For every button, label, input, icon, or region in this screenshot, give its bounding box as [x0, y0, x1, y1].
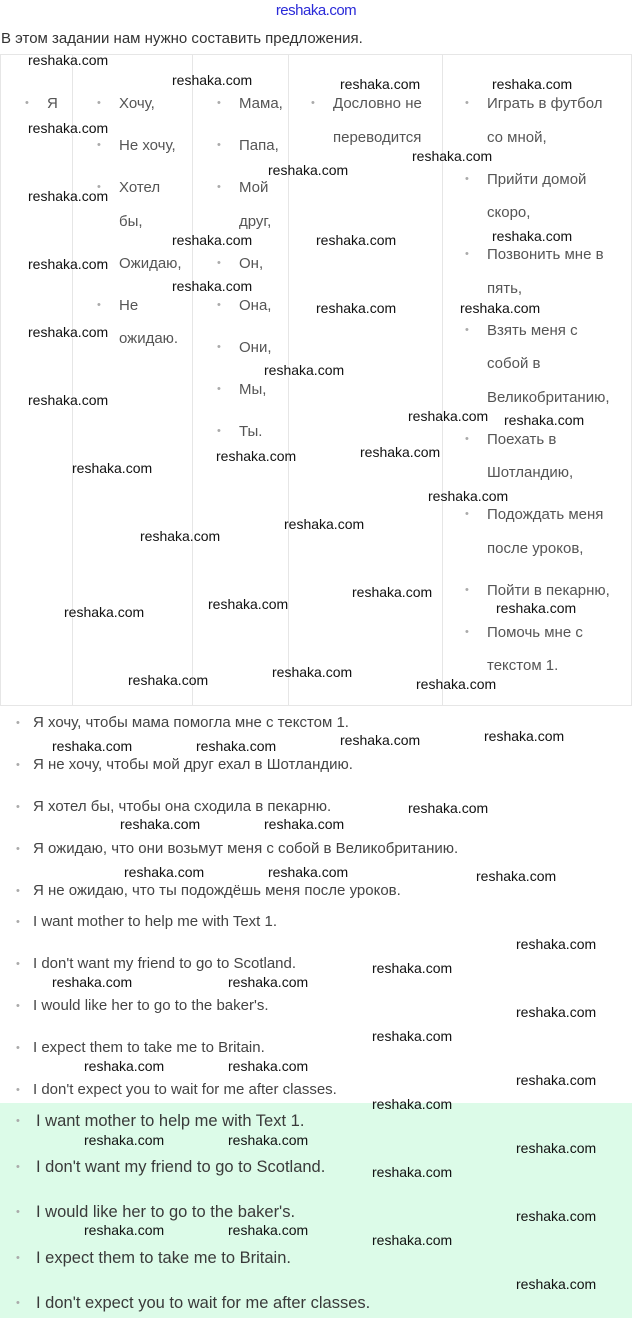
list-item: • Я ожидаю, что они возьмут меня с собой в Великобританию.	[0, 839, 632, 881]
list-item: • Ты.	[217, 415, 287, 449]
list-item: • Поехать в Шотландию,	[465, 423, 615, 490]
watermark: reshaka.com	[504, 412, 585, 428]
list-item: • Прийти домой скоро,	[465, 163, 615, 230]
list-item: • I want mother to help me with Text 1.	[0, 912, 632, 954]
watermark: reshaka.com	[264, 362, 345, 378]
watermark: reshaka.com	[360, 444, 441, 460]
watermark: reshaka.com	[140, 528, 221, 544]
watermark: reshaka.com	[484, 728, 565, 744]
table-column-particle	[289, 55, 443, 705]
russian-sentences	[0, 713, 632, 923]
watermark: reshaka.com	[228, 974, 309, 990]
list-item: • Подождать меня после уроков,	[465, 498, 615, 565]
watermark: reshaka.com	[216, 448, 297, 464]
watermark: reshaka.com	[172, 278, 253, 294]
watermark: reshaka.com	[408, 408, 489, 424]
list-item: • Играть в футбол со мной,	[465, 87, 615, 154]
watermark: reshaka.com	[64, 604, 145, 620]
watermark: reshaka.com	[496, 600, 577, 616]
watermark: reshaka.com	[316, 300, 397, 316]
watermark: reshaka.com	[372, 1232, 453, 1248]
watermark: reshaka.com	[316, 232, 397, 248]
list-item: • Мой друг,	[217, 171, 287, 238]
list-item: • Она,	[217, 289, 287, 323]
watermark: reshaka.com	[372, 1096, 453, 1112]
list-item: • I expect them to take me to Britain.	[0, 1038, 632, 1080]
intro-text: В этом задании нам нужно составить предложения.	[1, 30, 363, 47]
watermark: reshaka.com	[84, 1222, 165, 1238]
list-item: • Я	[25, 87, 72, 121]
table-column-subject	[1, 55, 73, 705]
table-column-verb	[73, 55, 193, 705]
list-item: • I would like her to go to the baker's.	[0, 1202, 632, 1248]
list-item: • Не ожидаю.	[97, 289, 187, 356]
watermark: reshaka.com	[516, 936, 597, 952]
watermark: reshaka.com	[516, 1004, 597, 1020]
list-item: • Взять меня с собой в Великобританию,	[465, 314, 615, 415]
watermark: reshaka.com	[428, 488, 509, 504]
table-column-action	[443, 55, 631, 705]
watermark: reshaka.com	[52, 974, 133, 990]
watermark: reshaka.com	[340, 76, 421, 92]
watermark: reshaka.com	[228, 1132, 309, 1148]
list-item: • Я не ожидаю, что ты подождёшь меня после уроков.	[0, 881, 632, 923]
watermark: reshaka.com	[352, 584, 433, 600]
watermark: reshaka.com	[516, 1208, 597, 1224]
watermark: reshaka.com	[28, 392, 109, 408]
table-column-object	[193, 55, 289, 705]
watermark: reshaka.com	[268, 162, 349, 178]
watermark: reshaka.com	[124, 864, 205, 880]
list-item: • Я хотел бы, чтобы она сходила в пекарню.	[0, 797, 632, 839]
watermark: reshaka.com	[460, 300, 541, 316]
list-item: • I don't expect you to wait for me after classes.	[0, 1293, 632, 1339]
list-item: • Я не хочу, чтобы мой друг ехал в Шотландию.	[0, 755, 632, 797]
list-item: • Он,	[217, 247, 287, 281]
watermark: reshaka.com	[172, 232, 253, 248]
watermark: reshaka.com	[128, 672, 209, 688]
watermark: reshaka.com	[268, 864, 349, 880]
watermark: reshaka.com	[372, 960, 453, 976]
list-item: • Пойти в пекарню,	[465, 574, 615, 608]
list-item: • I would like her to go to the baker's.	[0, 996, 632, 1038]
watermark: reshaka.com	[196, 738, 277, 754]
watermark: reshaka.com	[228, 1058, 309, 1074]
watermark: reshaka.com	[492, 228, 573, 244]
list-item: • Дословно не переводится	[311, 87, 431, 154]
watermark: reshaka.com	[264, 816, 345, 832]
watermark: reshaka.com	[28, 120, 109, 136]
watermark: reshaka.com	[228, 1222, 309, 1238]
watermark: reshaka.com	[72, 460, 153, 476]
answer-block	[0, 1103, 632, 1318]
list-item: • Позвонить мне в пять,	[465, 238, 615, 305]
watermark: reshaka.com	[28, 188, 109, 204]
watermark: reshaka.com	[208, 596, 289, 612]
site-title[interactable]: reshaka.com	[275, 2, 357, 19]
watermark: reshaka.com	[372, 1164, 453, 1180]
list-item: • Помочь мне с текстом 1.	[465, 616, 615, 683]
list-item: • Ожидаю,	[97, 247, 187, 281]
watermark: reshaka.com	[516, 1276, 597, 1292]
list-item: • I expect them to take me to Britain.	[0, 1248, 632, 1294]
list-item: • I don't expect you to wait for me after classes.	[0, 1080, 632, 1122]
watermark: reshaka.com	[28, 256, 109, 272]
watermark: reshaka.com	[84, 1058, 165, 1074]
watermark: reshaka.com	[272, 664, 353, 680]
watermark: reshaka.com	[372, 1028, 453, 1044]
watermark: reshaka.com	[28, 324, 109, 340]
list-item: • Не хочу,	[97, 129, 187, 163]
list-item: • I don't want my friend to go to Scotland.	[0, 1157, 632, 1203]
watermark: reshaka.com	[28, 52, 109, 68]
watermark: reshaka.com	[492, 76, 573, 92]
list-item: • I don't want my friend to go to Scotland.	[0, 954, 632, 996]
list-item: • Мы,	[217, 373, 287, 407]
watermark: reshaka.com	[416, 676, 497, 692]
list-item: • Я хочу, чтобы мама помогла мне с текстом 1.	[0, 713, 632, 755]
list-item: • Мама,	[217, 87, 287, 121]
list-item: • Папа,	[217, 129, 287, 163]
list-item: • Хочу,	[97, 87, 187, 121]
words-table	[0, 54, 632, 706]
watermark: reshaka.com	[172, 72, 253, 88]
watermark: reshaka.com	[408, 800, 489, 816]
watermark: reshaka.com	[84, 1132, 165, 1148]
list-item: • I want mother to help me with Text 1.	[0, 1111, 632, 1157]
watermark: reshaka.com	[340, 732, 421, 748]
watermark: reshaka.com	[476, 868, 557, 884]
watermark: reshaka.com	[516, 1140, 597, 1156]
list-item: • Они,	[217, 331, 287, 365]
english-sentences	[0, 912, 632, 1122]
watermark: reshaka.com	[52, 738, 133, 754]
watermark: reshaka.com	[412, 148, 493, 164]
watermark: reshaka.com	[516, 1072, 597, 1088]
list-item: • Хотел бы,	[97, 171, 187, 238]
watermark: reshaka.com	[120, 816, 201, 832]
watermark: reshaka.com	[284, 516, 365, 532]
